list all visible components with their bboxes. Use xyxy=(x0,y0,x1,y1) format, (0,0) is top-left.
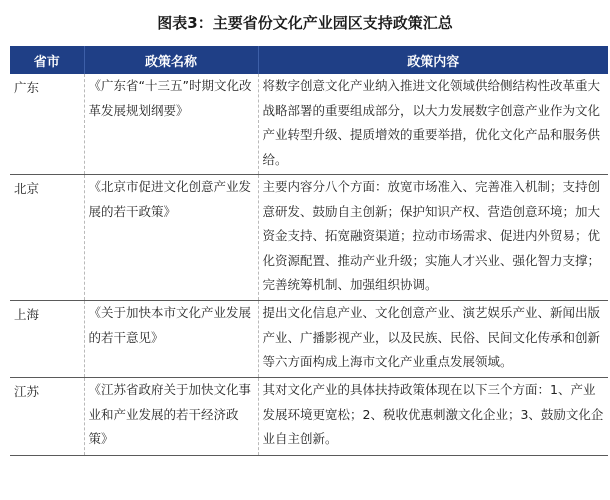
cell-policy-content: 提出文化信息产业、文化创意产业、演艺娱乐产业、新闻出版产业、广播影视产业，以及民族、民俗、民间文化传承和创新等六方面构成上海市文化产业重点发展领域。 xyxy=(258,301,608,378)
cell-policy-content: 主要内容分八个方面：放宽市场准入、完善准入机制；支持创意研发、鼓励自主创新；保护知识产权、营造创意环境；加大资金支持、拓宽融资渠道；拉动市场需求、促进内外贸易；优化资源配置、推动产业升级；实施人才兴业、强化智力支撑；完善统筹机制、加强组织协调。 xyxy=(258,175,608,301)
table-title: 图表3：主要省份文化产业园区支持政策汇总 xyxy=(157,14,453,32)
header-policy-content: 政策内容 xyxy=(407,54,460,70)
header-policy-name: 政策名称 xyxy=(84,46,258,74)
policy-table xyxy=(10,46,608,456)
cell-city: 江苏 xyxy=(10,378,84,456)
cell-policy-name: 《北京市促进文化创意产业发展的若干政策》 xyxy=(84,175,258,301)
table-row xyxy=(10,175,608,301)
cell-policy-name: 《关于加快本市文化产业发展的若干意见》 xyxy=(84,301,258,378)
cell-policy-name: 《江苏省政府关于加快文化事业和产业发展的若干经济政策》 xyxy=(84,378,258,456)
header-city: 省市 xyxy=(10,46,84,74)
table-row xyxy=(10,378,608,456)
cell-policy-name: 《广东省“十三五”时期文化改革发展规划纲要》 xyxy=(84,74,258,175)
cell-policy-content: 将数字创意文化产业纳入推进文化领域供给侧结构性改革重大战略部署的重要组成部分，以大力发展数字创意产业作为文化产业转型升级、提质增效的重要举措，优化文化产品和服务供给。 xyxy=(258,74,608,175)
cell-city: 广东 xyxy=(10,74,84,175)
table-row xyxy=(10,74,608,175)
cell-policy-content: 其对文化产业的具体扶持政策体现在以下三个方面：1、产业发展环境更宽松；2、税收优惠刺激文化企业；3、鼓励文化企业自主创新。 xyxy=(258,378,608,456)
table-row xyxy=(10,301,608,378)
table-header-row xyxy=(10,46,608,74)
cell-city: 上海 xyxy=(10,301,84,378)
cell-city: 北京 xyxy=(10,175,84,301)
